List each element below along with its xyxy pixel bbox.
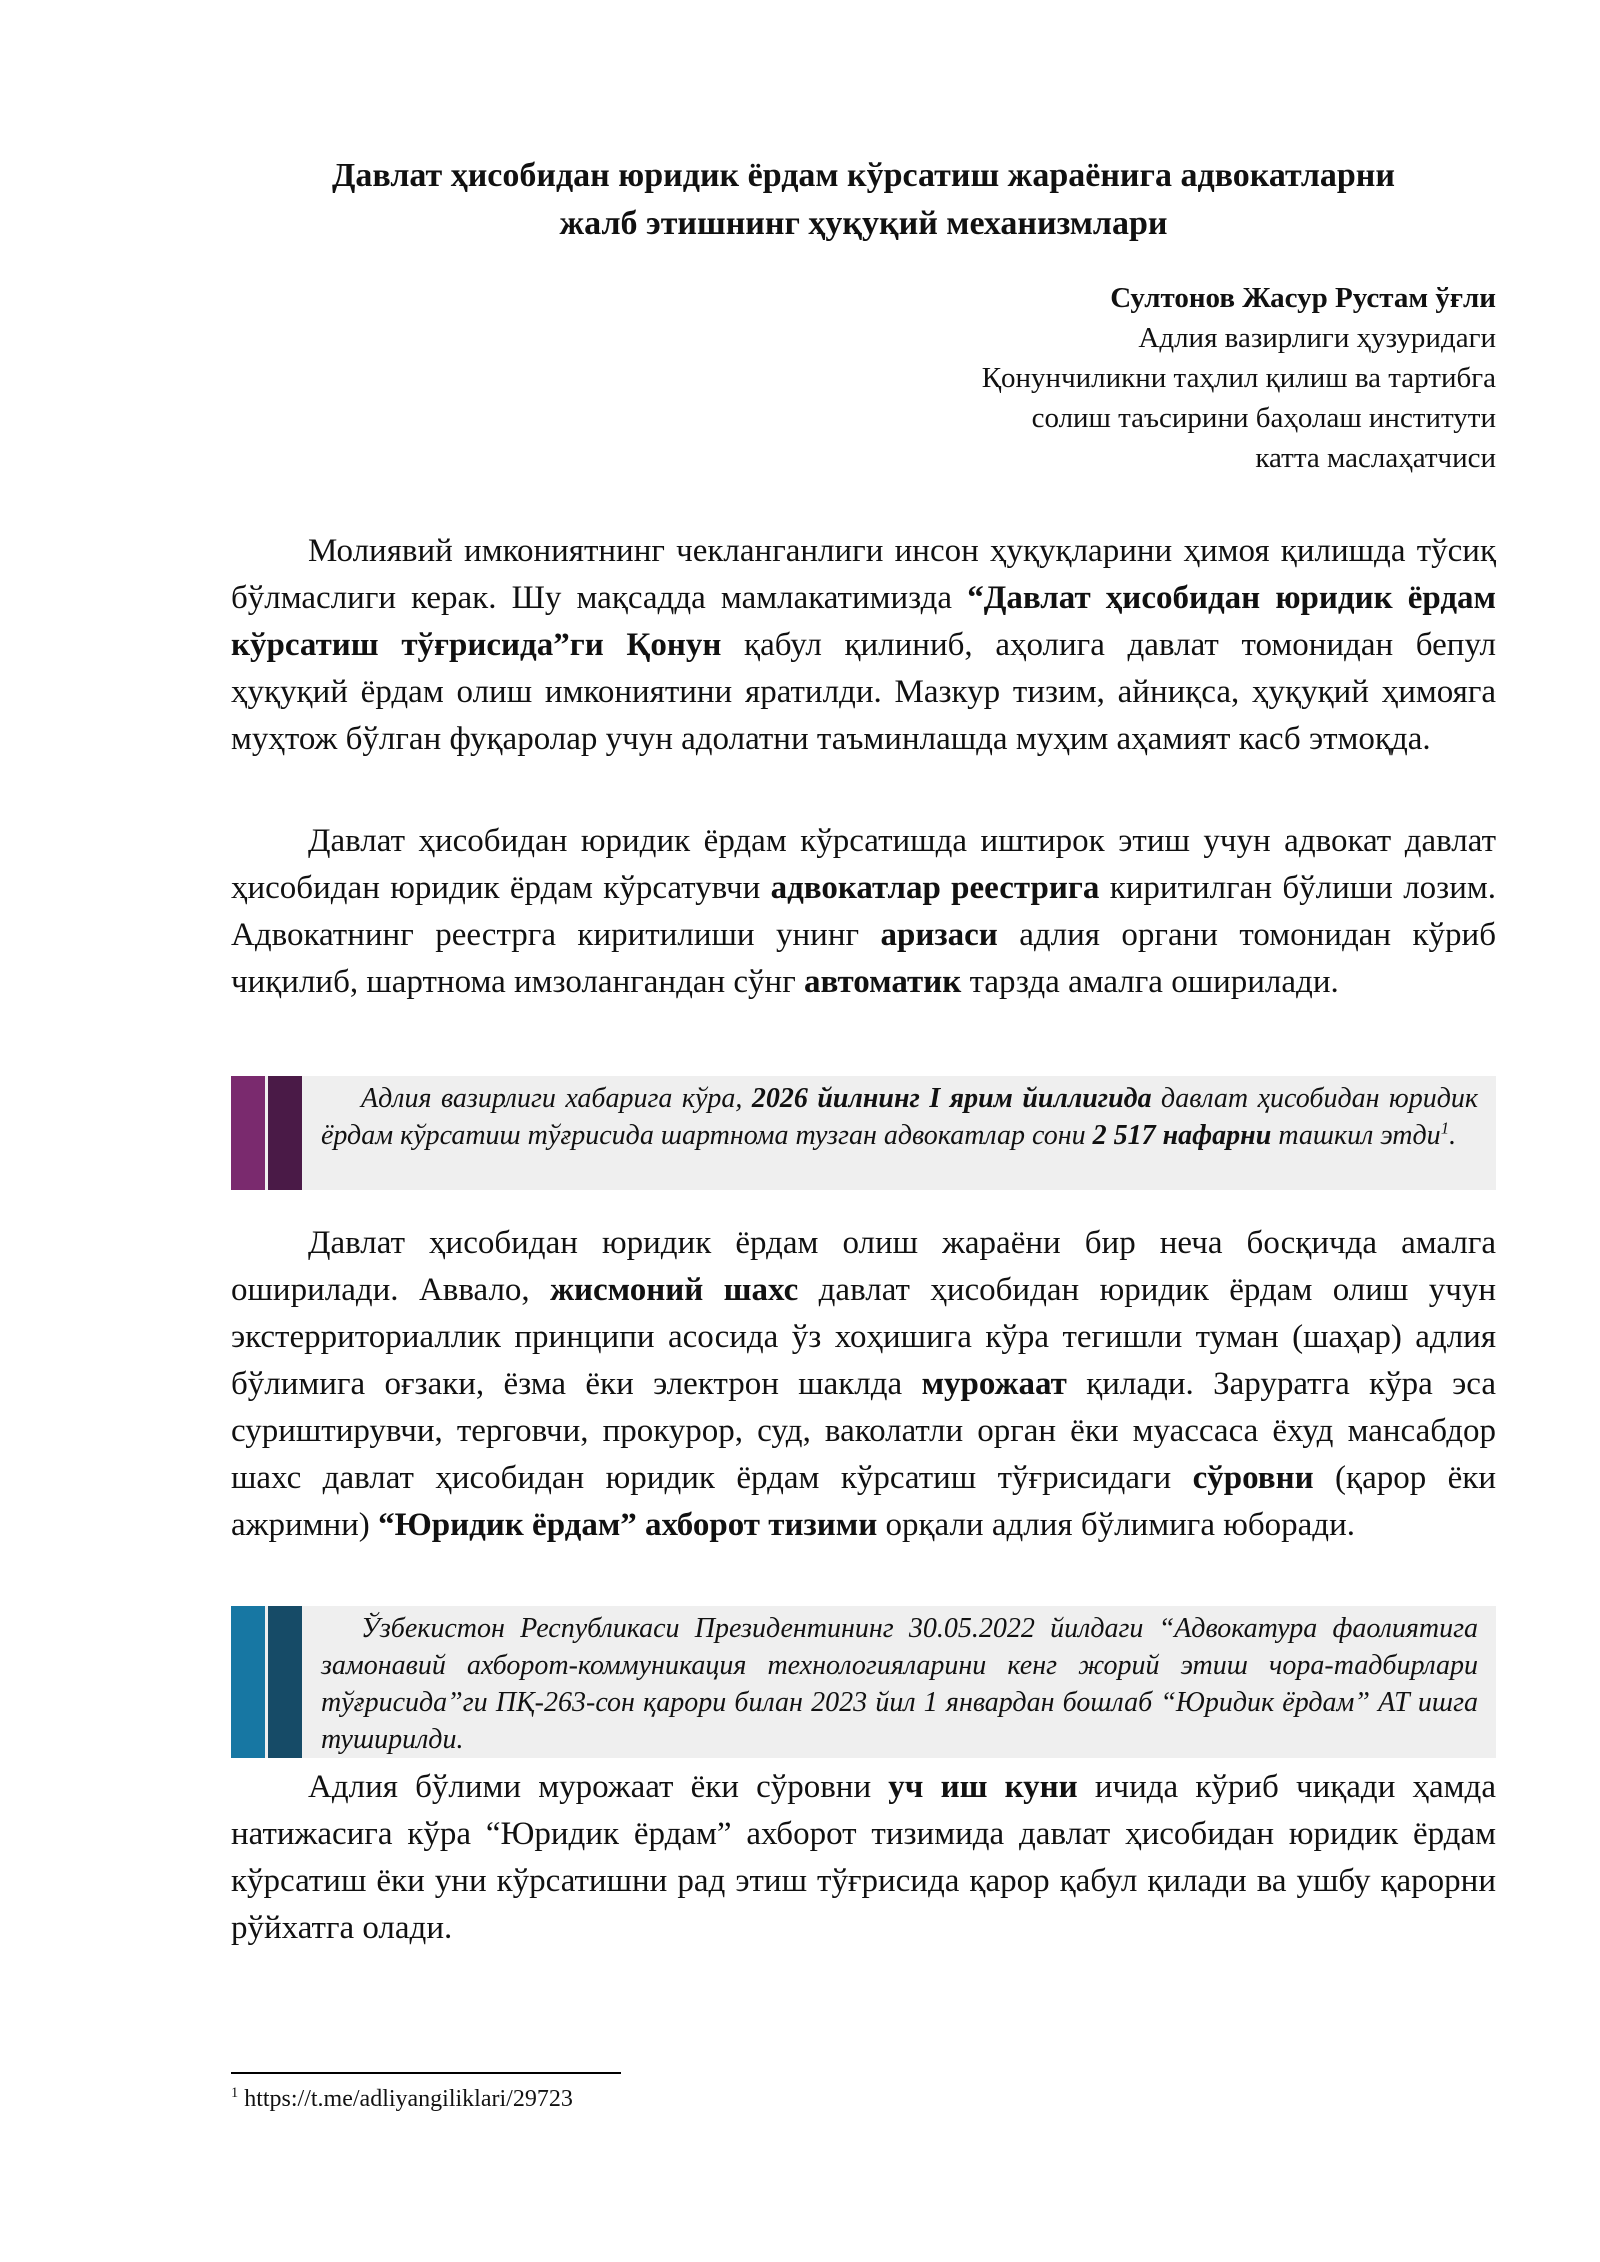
callout-accent-bar bbox=[231, 1076, 265, 1190]
paragraph-3: Давлат ҳисобидан юридик ёрдам олиш жараёни бир неча босқичда амалга оширилади. Аввало, жисмоний шахс давлат ҳисобидан юридик ёрдам олиш учун экстерриториаллик принципи асосида ўз хоҳишига кўра тегишли туман (шаҳар) адлия бўлимига оғзаки, ёзма ёки электрон шаклда мурожаат қилади. Заруратга кўра эса суриштирувчи, терговчи, прокурор, суд, ваколатли орган ёки муассаса ёхуд мансабдор шахс давлат ҳисобидан юридик ёрдам кўрсатиш тўғрисидаги сўровни (қарор ёки ажримни) “Юридик ёрдам” ахборот тизими орқали адлия бўлимига юборади. bbox=[231, 1225, 1497, 1543]
callout-statistics bbox=[231, 1076, 1496, 1190]
author-affiliation-2: Қонунчиликни таҳлил қилиш ва тартибга bbox=[981, 362, 1496, 394]
paragraph-4: Адлия бўлими мурожаат ёки сўровни уч иш куни ичида кўриб чиқади ҳамда натижасига кўра “Юридик ёрдам” ахборот тизимида давлат ҳисобидан юридик ёрдам кўрсатиш ёки уни кўрсатишни рад этиш тўғрисида қарор қабул қилади ва ушбу қарорни рўйхатга олади. bbox=[231, 1769, 1496, 1946]
author-affiliation-3: солиш таъсирини баҳолаш институти bbox=[1031, 402, 1496, 434]
footnote-ref: 1 bbox=[1440, 1118, 1450, 1138]
footnote-number: 1 bbox=[231, 2085, 239, 2101]
callout-accent-bar bbox=[268, 1606, 302, 1758]
author-affiliation-1: Адлия вазирлиги ҳузуридаги bbox=[1138, 322, 1496, 354]
footnote-separator bbox=[231, 2072, 621, 2074]
callout-accent-bar bbox=[231, 1606, 265, 1758]
footnote bbox=[231, 2082, 573, 2116]
footnote-link[interactable]: https://t.me/adliyangiliklari/29723 bbox=[238, 2086, 573, 2112]
paragraph-1: Молиявий имкониятнинг чекланганлиги инсон ҳуқуқларини ҳимоя қилишда тўсиқ бўлмаслиги керак. Шу мақсадда мамлакатимизда “Давлат ҳисобидан юридик ёрдам кўрсатиш тўғрисида”ги Қонун қабул қилиниб, аҳолига давлат томонидан бепул ҳуқуқий ёрдам олиш имкониятини яратилди. Мазкур тизим, айниқса, ҳуқуқий ҳимояга муҳтож бўлган фуқаролар учун адолатни таъминлашда муҳим аҳамият касб этмоқда. bbox=[231, 533, 1497, 757]
callout-info-system bbox=[231, 1606, 1496, 1758]
paragraph-2: Давлат ҳисобидан юридик ёрдам кўрсатишда иштирок этиш учун адвокат давлат ҳисобидан юридик ёрдам кўрсатувчи адвокатлар реестрига киритилган бўлиши лозим. Адвокатнинг реестрга киритилиши унинг аризаси адлия органи томонидан кўриб чиқилиб, шартнома имзолангандан сўнг автоматик тарзда амалга оширилади. bbox=[231, 823, 1496, 1000]
callout-accent-bar bbox=[268, 1076, 302, 1190]
author-position: катта маслаҳатчиси bbox=[1255, 442, 1496, 474]
callout-text: Адлия вазирлиги хабарига кўра, 2026 йилнинг I ярим йиллигида давлат ҳисобидан юридик ёрдам кўрсатиш тўғрисида шартнома тузган адвокатлар сони 2 517 нафарни ташкил этди$^1$. bbox=[321, 1083, 1478, 1151]
title-line-2: жалб этишнинг ҳуқуқий механизмлари bbox=[559, 205, 1168, 242]
title-line-1: Давлат ҳисобидан юридик ёрдам кўрсатиш жараёнига адвокатларни bbox=[332, 157, 1395, 194]
author-block bbox=[596, 278, 1496, 478]
document-title bbox=[231, 152, 1496, 248]
author-name: Султонов Жасур Рустам ўғли bbox=[1110, 282, 1496, 314]
callout-text: Ўзбекистон Республикаси Президентининг 30.05.2022 йилдаги “Адвокатура фаолиятига замонавий ахборот-коммуникация технологияларини кенг жорий этиш чора-тадбирлари тўғрисида”ги ПҚ-263-сон қарори билан 2023 йил 1 январдан бошлаб “Юридик ёрдам” АТ ишга туширилди. bbox=[321, 1613, 1478, 1755]
law-name: “Давлат ҳисобидан юридик ёрдам кўрсатиш тўғрисида”ги Қонун bbox=[231, 580, 1497, 663]
